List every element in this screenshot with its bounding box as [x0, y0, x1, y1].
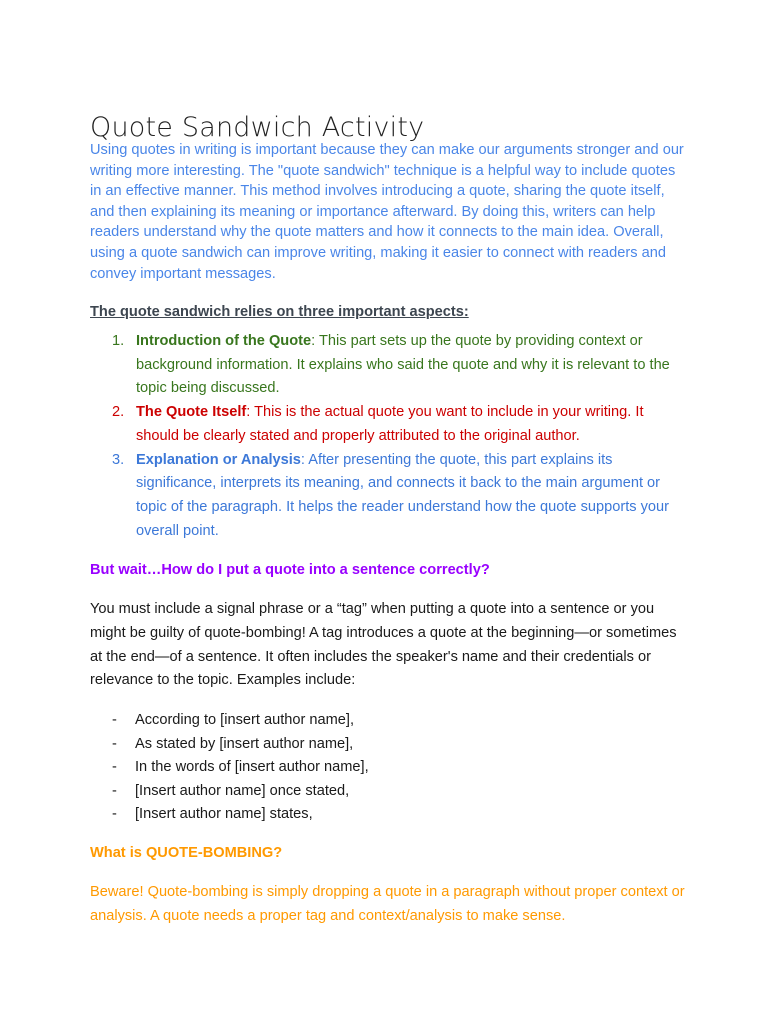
term-explanation: Explanation or Analysis — [136, 451, 301, 468]
page-title: Quote Sandwich Activity — [90, 112, 425, 144]
list-item-introduction — [90, 330, 690, 401]
example-text: [Insert author name] once stated, — [135, 782, 350, 799]
dash-bullet: - — [112, 735, 117, 752]
list-item — [90, 709, 369, 733]
beware-paragraph: Beware! Quote-bombing is simply dropping a quote in a paragraph without proper context or analysis. A quote needs a proper tag and context/analysis to make sense. — [90, 884, 685, 924]
term-quote-itself: The Quote Itself — [136, 404, 247, 421]
list-number: 3. — [112, 451, 125, 468]
dash-bullet: - — [112, 782, 117, 799]
list-item — [90, 780, 369, 804]
list-item — [90, 733, 369, 757]
term-description: : This part sets up the quote by providing context or background information. It explains who said the quote and why it is relevant to the topic being discussed. — [136, 333, 670, 397]
list-number: 1. — [112, 333, 125, 349]
intro-paragraph: Using quotes in writing is important because they can make our arguments stronger and our writing more interesting. The "quote sandwich" technique is a helpful way to include quotes in an effective manner. This method involves introducing a quote, sharing the quote itself, and then explaining its meaning or importance afterward. By doing this, writers can help readers understand why the quote matters and how it connects to the main idea. Overall, using a quote sandwich can improve writing, making it easier to connect with readers and convey important messages. — [90, 142, 684, 282]
examples-list — [90, 709, 369, 827]
term-description: : After presenting the quote, this part explains its significance, interprets its meaning, and connects it back to the main argument or topic of the paragraph. It helps the reader understand how the quote supports your overall point. — [136, 451, 670, 539]
example-text: [Insert author name] states, — [135, 806, 313, 822]
example-text: In the words of [insert author name], — [135, 759, 369, 775]
term-introduction: Introduction of the Quote — [136, 333, 312, 349]
dash-bullet: - — [112, 806, 117, 822]
aspects-heading: The quote sandwich relies on three important aspects: — [90, 304, 469, 320]
list-number: 2. — [112, 404, 125, 421]
example-text: According to [insert author name], — [135, 712, 355, 728]
aspects-list — [90, 330, 690, 543]
dash-bullet: - — [112, 712, 117, 728]
list-item-quote-itself — [90, 401, 690, 448]
term-description: : This is the actual quote you want to include in your writing. It should be clearly stated and properly attributed to the original author. — [136, 404, 644, 444]
wait-heading: But wait…How do I put a quote into a sentence correctly? — [90, 562, 490, 578]
signal-phrase-paragraph: You must include a signal phrase or a “tag” when putting a quote into a sentence or you might be guilty of quote-bombing! A tag introduces a quote at the beginning—or sometimes at the end—of a sentence. It often includes the speaker's name and their credentials or relevance to the topic. Examples include: — [90, 601, 677, 689]
list-item-explanation — [90, 449, 690, 544]
list-item — [90, 756, 369, 780]
list-item — [90, 803, 369, 827]
dash-bullet: - — [112, 759, 117, 775]
example-text: As stated by [insert author name], — [135, 735, 354, 752]
quote-bombing-heading: What is QUOTE-BOMBING? — [90, 845, 283, 861]
